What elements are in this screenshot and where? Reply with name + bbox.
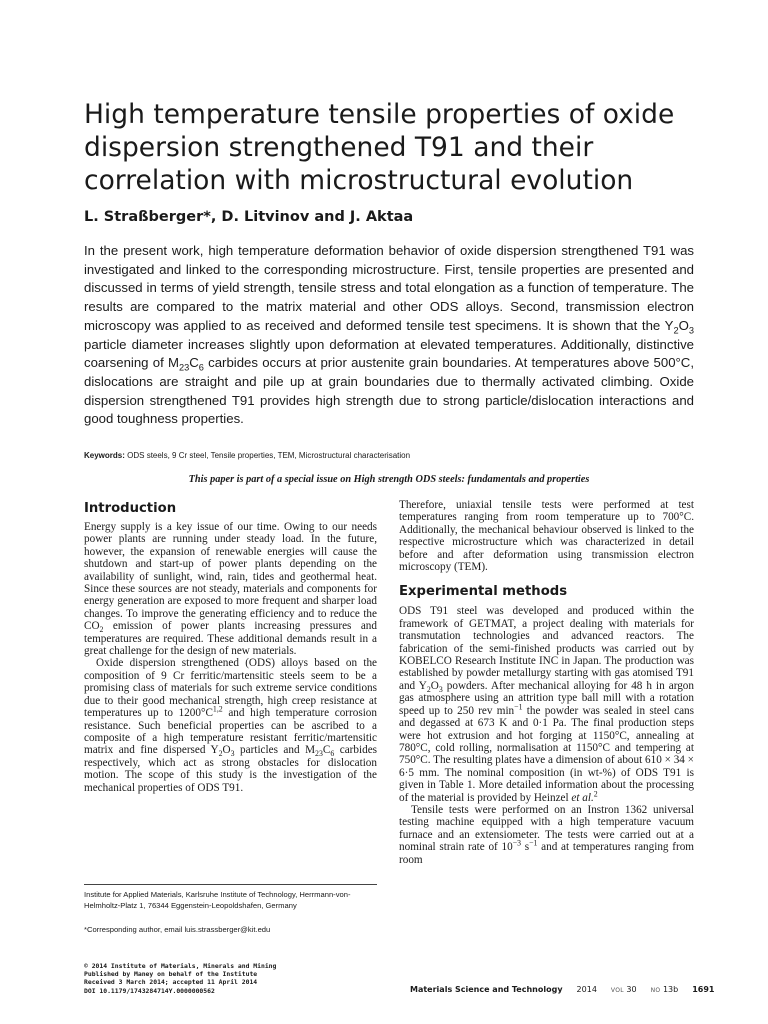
publisher-line: Published by Maney on behalf of the Institute	[84, 970, 258, 979]
abstract: In the present work, high temperature deformation behavior of oxide dispersion strengthened T91 was investigated and linked to the corresponding microstructure. First, tensile properties are presented and discussed in terms of yield strength, tensile stress and total elongation as a function of temperature. The results are compared to the matrix material and other ODS alloys. Second, transmission electron microscopy was applied to as received and deformed tensile test specimens. It is shown that the $Y_2O_3$ particle diameter increases slightly upon deformation at elevated temperatures. Additionally, distinctive coarsening of $M_{23}C_6$ carbides occurs at prior austenite grain boundaries. At temperatures above 500°C, dislocations are straight and pile up at grain boundaries due to thermally activated climbing. Oxide dispersion strengthened T91 provides high strength due to strong particle/dislocation interactions and good toughness properties.	[84, 243, 694, 427]
volume-number: 30	[626, 985, 637, 994]
issue-number: 13b	[662, 985, 679, 994]
intro-paragraph-2: Oxide dispersion strengthened (ODS) alloys based on the composition of 9 Cr ferritic/martensitic steels seem to be a promising class of materials for such extreme service conditions due to their good mechanical strength, high creep resistance at temperatures up to $1200^\circ C^{1,2}$ and high temperature corrosion resistance. Such beneficial properties can be ascribed to a composite of a high temperature resistant ferritic/martensitic matrix and fine dispersed $Y_2O_3$ particles and $M_{23}C_6$ carbides respectively, which act as strong obstacles for dislocation motion. The scope of this study is the investigation of the mechanical properties of ODS T91.	[84, 657, 378, 794]
journal-name: Materials Science and Technology	[410, 985, 563, 994]
special-issue-note: This paper is part of a special issue on High strength ODS steels: fundamentals and properties	[188, 474, 590, 485]
journal-footer	[410, 985, 715, 994]
affiliation: Institute for Applied Materials, Karlsruhe Institute of Technology, Herrmann-von-Helmholtz-Platz 1, 76344 Eggenstein-Leopoldshafen, Germany	[84, 890, 351, 910]
publication-info	[84, 962, 276, 995]
doi-line: DOI 10.1179/1743284714Y.0000000562	[84, 986, 215, 995]
volume-label: VOL	[610, 987, 624, 994]
methods-paragraph-1: ODS T91 steel was developed and produced within the framework of GETMAT, a project dealing with materials for transmutation technologies and advanced reactors. The fabrication of the semi-finished products was carried out by KOBELCO Research Institute INC in Japan. The production was established by powder metallurgy starting with gas atomised T91 and $Y_2O_3$ powders. After mechanical alloying for 48 h in argon gas atmosphere using an attrition type ball mill with a rotation speed up to 250 rev $\min^{-1}$ the powder was sealed in steel cans and degassed at 673 K and 0·1 Pa. The final production steps were hot extrusion and hot forging at 1150°C, annealing at 780°C, cold rolling, normalisation at 1150°C and tempering at 750°C. The resulting plates have a dimension of about 610 × 34 × 6·5 mm. The nominal composition (in wt-%) of ODS T91 is given in Table 1. More detailed information about the processing of the material is provided by Heinzel et al.$^2$	[399, 605, 694, 804]
footnote-divider	[84, 884, 377, 885]
methods-paragraph-2: Tensile tests were performed on an Instron 1362 universal testing machine equipped with a high temperature vacuum furnace and an extensiometer. The tests were carried out at a nominal strain rate of $10^{-3}$ $s^{-1}$ and at temperatures ranging from room	[399, 803, 694, 866]
keywords-text: ODS steels, 9 Cr steel, Tensile properties, TEM, Microstructural characterisation	[124, 451, 411, 460]
author-list: L. Straßberger*, D. Litvinov and J. Aktaa	[84, 209, 414, 225]
copyright-line: © 2014 Institute of Materials, Minerals and Mining	[84, 962, 277, 970]
experimental-methods-heading: Experimental methods	[399, 584, 568, 600]
introduction-heading: Introduction	[84, 501, 177, 516]
right-column	[399, 499, 694, 866]
corresponding-author: *Corresponding author, email luis.strassberger@kit.edu	[84, 925, 271, 934]
keywords	[84, 451, 694, 460]
received-line: Received 3 March 2014; accepted 11 April 2014	[84, 978, 258, 987]
left-column	[84, 521, 377, 794]
keywords-label: Keywords:	[84, 451, 125, 460]
intro-paragraph-3: Therefore, uniaxial tensile tests were performed at test temperatures ranging from room temperature up to 700°C. Additionally, the mechanical behaviour observed is linked to the respective microstructure which was characterized in detail before and after deformation using transmission electron microscopy (TEM).	[399, 499, 694, 574]
journal-year: 2014	[576, 985, 597, 994]
paper-title: High temperature tensile properties of oxide dispersion strengthened T91 and their correlation with microstructural evolution	[84, 99, 675, 196]
intro-paragraph-1: Energy supply is a key issue of our time. Owing to our needs power plants are running under steady load. In the future, however, the expansion of renewable energies will cause the shutdown and start-up of power plants depending on the availability of sunlight, wind, rain, tides and geothermal heat. Since these sources are not steady, materials and components for energy generation are exposed to more frequent and sharper load changes. To improve the generating efficiency and to reduce the $CO_2$ emission of power plants increasing pressures and temperatures are required. These additional demands result in a great challenge for the design of new materials.	[84, 521, 377, 658]
issue-label: NO	[650, 987, 661, 994]
page-number: 1691	[692, 985, 715, 994]
